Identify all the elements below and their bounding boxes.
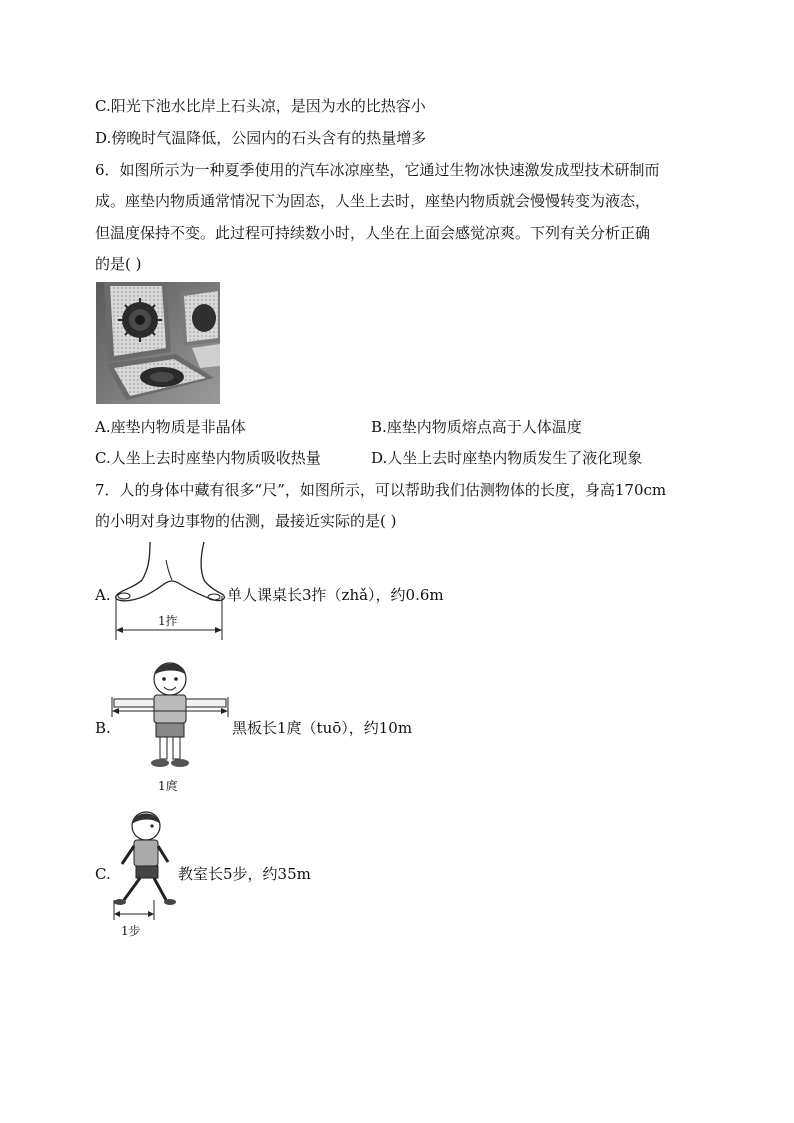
q7-option-c-text: 教室长5步，约35m — [178, 865, 311, 883]
walking-step-unit-label: 1步 — [121, 924, 141, 938]
walking-step-figure — [110, 804, 180, 922]
hand-span-unit-label: 1拃 — [158, 614, 178, 628]
arm-span-figure — [110, 655, 230, 775]
q7-option-b-text: 黑板长1庹（tuō），约10m — [232, 719, 413, 737]
q6-option-d: D.人坐上去时座垫内物质发生了液化现象 — [371, 449, 643, 467]
question-6-line-3: 但温度保持不变。此过程可持续数小时，人坐在上面会感觉凉爽。下列有关分析正确 — [95, 224, 651, 242]
q6-option-a: A.座垫内物质是非晶体 — [95, 418, 246, 436]
question-6-line-1: 6．如图所示为一种夏季使用的汽车冰凉座垫，它通过生物冰快速激发成型技术研制而 — [95, 161, 660, 179]
question-7-line-2: 的小明对身边事物的估测，最接近实际的是( ) — [95, 512, 397, 530]
q7-option-a-letter: A. — [95, 586, 111, 604]
q7-option-b-letter: B. — [95, 719, 111, 737]
q7-option-a-text: 单人课桌长3拃（zhǎ），约0.6m — [227, 586, 444, 604]
option-d-previous: D.傍晚时气温降低，公园内的石头含有的热量增多 — [95, 129, 427, 147]
question-7-line-1: 7．人的身体中藏有很多“尺”，如图所示，可以帮助我们估测物体的长度，身高170cm — [95, 481, 667, 499]
arm-span-unit-label: 1庹 — [158, 779, 178, 793]
q6-option-b: B.座垫内物质熔点高于人体温度 — [371, 418, 582, 436]
seat-cushion-image — [96, 282, 220, 404]
question-6-line-4: 的是( ) — [95, 255, 142, 273]
q7-option-c-letter: C. — [95, 865, 111, 883]
option-c-previous: C.阳光下池水比岸上石头凉，是因为水的比热容小 — [95, 97, 426, 115]
q6-option-c: C.人坐上去时座垫内物质吸收热量 — [95, 449, 321, 467]
question-6-line-2: 成。座垫内物质通常情况下为固态，人坐上去时，座垫内物质就会慢慢转变为液态， — [95, 192, 651, 210]
